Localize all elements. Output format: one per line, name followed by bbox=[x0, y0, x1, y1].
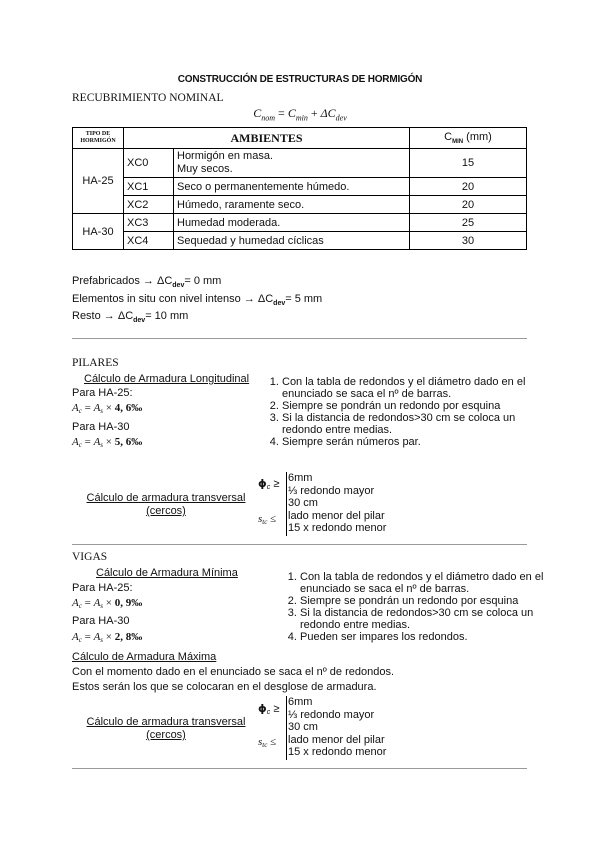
vigas-ha25-formula: $A_c = A_s \times 0$, 9‰ bbox=[72, 597, 143, 610]
code-cell: XC2 bbox=[124, 196, 174, 214]
delta-notes bbox=[72, 275, 322, 328]
pilares-ha25-formula: $A_c = A_s \times 4$, 6‰ bbox=[72, 402, 143, 415]
vigas-max-line-1: Con el momento dado en el enunciado se saca el nº de redondos. bbox=[72, 666, 395, 678]
code-cell: XC1 bbox=[124, 178, 174, 196]
header-tipo-hormigon: TIPO DE HORMIGÓN bbox=[73, 128, 124, 149]
list-item: 4. Pueden ser impares los redondos. bbox=[300, 631, 548, 643]
desc-cell: Sequedad y humedad cíclicas bbox=[174, 232, 410, 250]
desc-cell: Húmedo, raramente seco. bbox=[174, 196, 410, 214]
cmin-cell: 25 bbox=[410, 214, 527, 232]
vigas-s-condition: $s_{tc}$ ≤ bbox=[258, 736, 277, 749]
cmin-cell: 30 bbox=[410, 232, 527, 250]
list-item: 1. Con la tabla de redondos y el diámetro dado en el enunciado se saca el nº de barras. bbox=[300, 571, 548, 595]
code-cell: XC4 bbox=[124, 232, 174, 250]
recubrimiento-formula: $C_{nom} = C_{min} + \Delta C_{dev}$ bbox=[253, 106, 347, 123]
divider bbox=[72, 544, 527, 545]
table-row bbox=[73, 214, 527, 232]
vigas-ha30-formula: $A_c = A_s \times 2$, 8‰ bbox=[72, 631, 143, 644]
table-row bbox=[73, 178, 527, 196]
list-item: 2. Siempre se pondrán un redondo por esquina bbox=[300, 595, 548, 607]
list-item: 1. Con la tabla de redondos y el diámetro dado en el enunciado se saca el nº de barras. bbox=[282, 376, 548, 400]
note-resto: Resto → $\Delta C_{dev}= 10$ mm bbox=[72, 310, 189, 325]
table-row bbox=[73, 149, 527, 178]
vigas-ha30-label: Para HA-30 bbox=[72, 615, 130, 627]
note-in-situ: Elementos in situ con nivel intenso → $\Delta C_{dev}= 5$ mm bbox=[72, 292, 323, 307]
cmin-cell: 20 bbox=[410, 178, 527, 196]
desc-cell: Seco o permanentemente húmedo. bbox=[174, 178, 410, 196]
vigas-trans-title: Cálculo de armadura transversal (cercos) bbox=[86, 716, 246, 741]
table-row bbox=[73, 232, 527, 250]
vigas-phi-condition: $\phi_c$ ≥ bbox=[258, 702, 280, 716]
pilares-s-condition: $s_{tc}$ ≤ bbox=[258, 513, 277, 526]
pilares-ha30-formula: $A_c = A_s \times 5$, 6‰ bbox=[72, 436, 143, 449]
pilares-long-title: Cálculo de Armadura Longitudinal bbox=[84, 373, 250, 385]
pilares-heading: PILARES bbox=[72, 357, 119, 369]
pilares-ha30-label: Para HA-30 bbox=[72, 421, 130, 433]
list-item: 2. Siempre se pondrán un redondo por esquina bbox=[282, 400, 548, 412]
vigas-min-title: Cálculo de Armadura Mínima bbox=[96, 567, 238, 579]
ambientes-table bbox=[72, 127, 527, 250]
table-row bbox=[73, 196, 527, 214]
tipo-cell: HA-25 bbox=[73, 149, 124, 214]
page-title: CONSTRUCCIÓN DE ESTRUCTURAS DE HORMIGÓN bbox=[177, 74, 423, 85]
brace-line bbox=[286, 472, 287, 536]
brace-line bbox=[286, 696, 287, 760]
pilares-rules-list bbox=[264, 376, 548, 448]
desc-cell: Hormigón en masa. Muy secos. bbox=[174, 149, 410, 178]
vigas-max-line-2: Estos serán los que se colocaran en el desglose de armadura. bbox=[72, 681, 377, 693]
vigas-max-title: Cálculo de Armadura Máxima bbox=[72, 651, 217, 663]
list-item: 4. Siempre serán números par. bbox=[282, 436, 548, 448]
code-cell: XC3 bbox=[124, 214, 174, 232]
note-prefabricados: Prefabricados → $\Delta C_{dev}= 0$ mm bbox=[72, 275, 222, 290]
desc-cell: Humedad moderada. bbox=[174, 214, 410, 232]
pilares-limits: 6mm ⅓ redondo mayor 30 cm lado menor del pilar 15 x redondo menor bbox=[288, 472, 387, 534]
header-ambientes: AMBIENTES bbox=[124, 128, 410, 149]
pilares-trans-title: Cálculo de armadura transversal (cercos) bbox=[86, 492, 246, 517]
vigas-heading: VIGAS bbox=[72, 551, 108, 563]
list-item: 3. Si la distancia de redondos>30 cm se coloca un redondo entre medias. bbox=[300, 607, 548, 631]
code-cell: XC0 bbox=[124, 149, 174, 178]
vigas-limits: 6mm ⅓ redondo mayor 30 cm lado menor del pilar 15 x redondo menor bbox=[288, 696, 387, 758]
pilares-phi-condition: $\phi_c$ ≥ bbox=[258, 477, 280, 491]
tipo-cell: HA-30 bbox=[73, 214, 124, 250]
header-cmin: $C_{MIN}$ (mm) bbox=[410, 128, 527, 149]
pilares-ha25-label: Para HA-25: bbox=[72, 387, 133, 399]
vigas-ha25-label: Para HA-25: bbox=[72, 582, 133, 594]
list-item: 3. Si la distancia de redondos>30 cm se coloca un redondo entre medias. bbox=[282, 412, 548, 436]
vigas-rules-list bbox=[282, 571, 548, 643]
cmin-cell: 20 bbox=[410, 196, 527, 214]
divider bbox=[72, 768, 527, 769]
cmin-cell: 15 bbox=[410, 149, 527, 178]
recubrimiento-heading: RECUBRIMIENTO NOMINAL bbox=[72, 92, 224, 104]
divider bbox=[72, 338, 527, 339]
